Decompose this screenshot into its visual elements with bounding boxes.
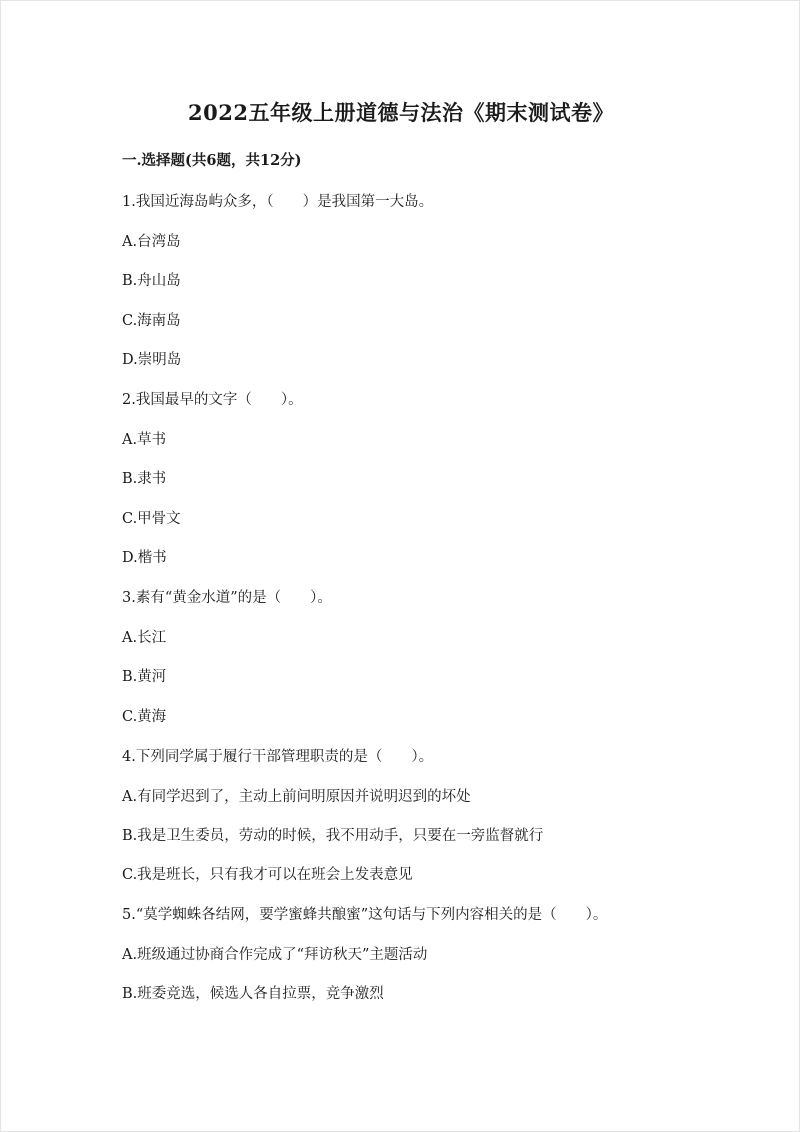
question-2-option-d: D.楷书 [122, 550, 167, 566]
question-5-option-a: A.班级通过协商合作完成了“拜访秋天”主题活动 [122, 947, 428, 963]
question-2-text: 2.我国最早的文字（ ）。 [122, 392, 303, 408]
question-1-option-b: B.舟山岛 [122, 273, 181, 289]
question-4-option-c: C.我是班长，只有我才可以在班会上发表意见 [122, 867, 413, 883]
question-5-option-b: B.班委竞选，候选人各自拉票，竞争激烈 [122, 986, 384, 1002]
question-2-option-c: C.甲骨文 [122, 511, 181, 527]
question-5-text: 5.“莫学蜘蛛各结网，要学蜜蜂共酿蜜”这句话与下列内容相关的是（ ）。 [122, 907, 608, 923]
question-2-option-a: A.草书 [122, 432, 167, 448]
question-3-option-c: C.黄海 [122, 709, 167, 725]
section-heading: 一.选择题(共6题，共12分) [122, 152, 302, 169]
question-1-option-d: D.崇明岛 [122, 352, 182, 368]
question-2-option-b: B.隶书 [122, 471, 167, 487]
question-4-option-b: B.我是卫生委员，劳动的时候，我不用动手，只要在一旁监督就行 [122, 828, 544, 844]
question-4-option-a: A.有同学迟到了，主动上前问明原因并说明迟到的坏处 [122, 789, 471, 805]
question-4-text: 4.下列同学属于履行干部管理职责的是（ ）。 [122, 749, 434, 765]
question-3-text: 3.素有“黄金水道”的是（ ）。 [122, 590, 332, 606]
question-3-option-b: B.黄河 [122, 669, 167, 685]
question-3-option-a: A.长江 [122, 630, 167, 646]
question-1-option-a: A.台湾岛 [122, 234, 181, 250]
document-title: 2022五年级上册道德与法治《期末测试卷》 [188, 100, 614, 125]
question-1-option-c: C.海南岛 [122, 313, 181, 329]
question-1-text: 1.我国近海岛屿众多，（ ）是我国第一大岛。 [122, 194, 434, 210]
